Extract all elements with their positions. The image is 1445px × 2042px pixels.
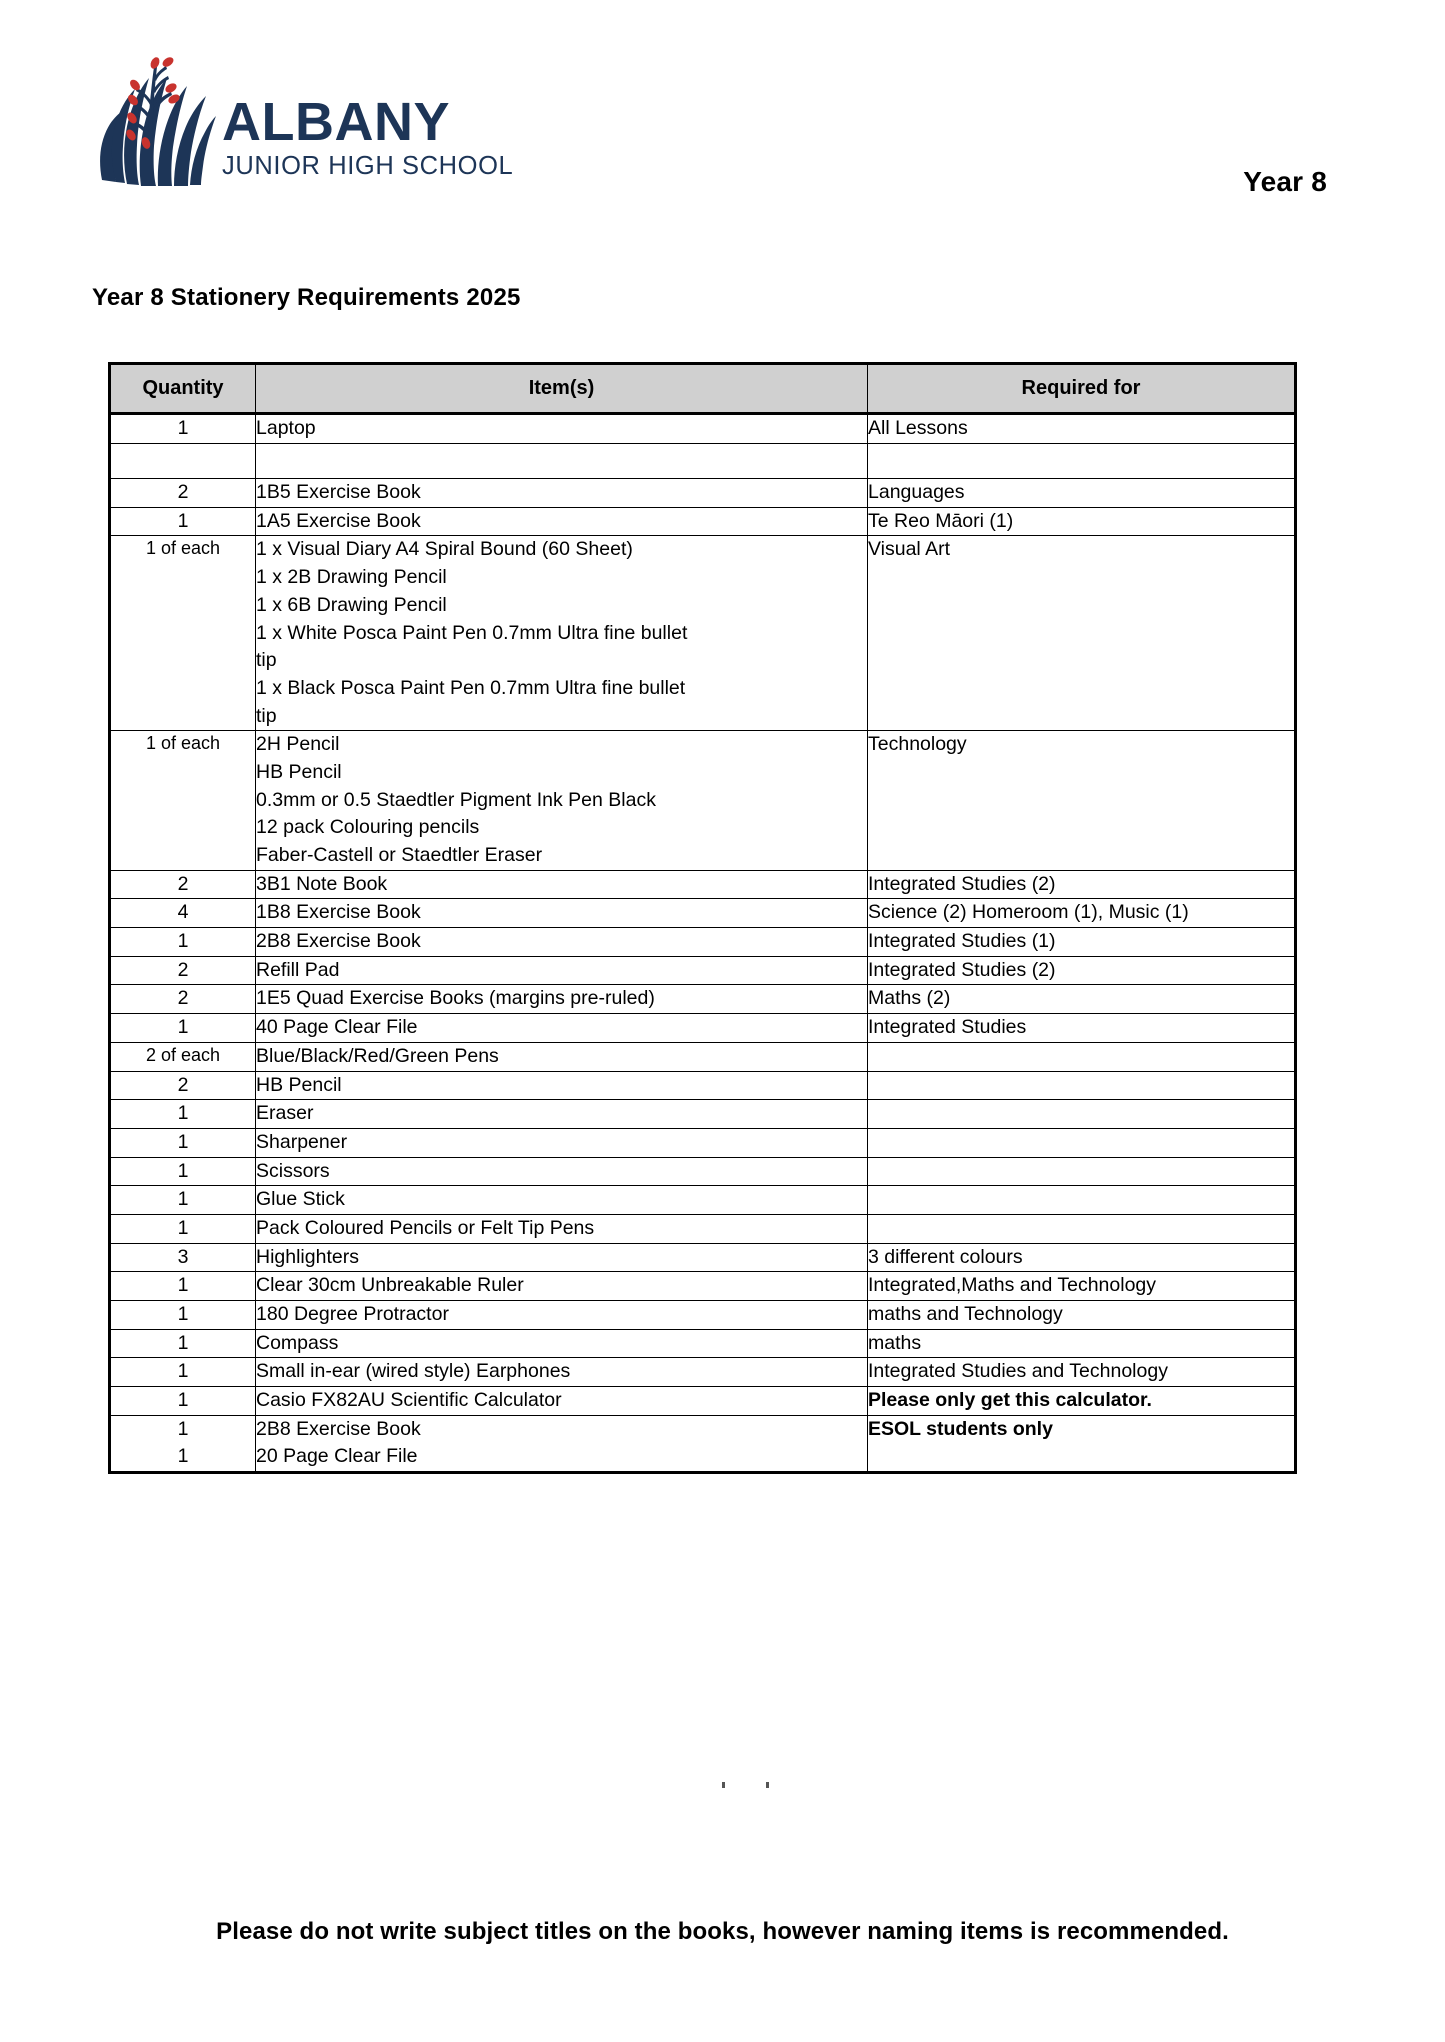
cell-required-for xyxy=(868,1071,1296,1100)
table-row xyxy=(110,1301,1296,1330)
cell-required-for: Science (2) Homeroom (1), Music (1) xyxy=(868,899,1296,928)
table-row xyxy=(110,507,1296,536)
column-header-items: Item(s) xyxy=(256,364,868,414)
cell-quantity: 1 of each xyxy=(110,731,256,870)
table-row xyxy=(110,1243,1296,1272)
quantity-line: 1 xyxy=(177,1445,189,1468)
column-header-required-for: Required for xyxy=(868,364,1296,414)
stationery-table-container xyxy=(108,362,1294,1474)
cell-item: Casio FX82AU Scientific Calculator xyxy=(256,1387,868,1416)
cell-required-for xyxy=(868,1128,1296,1157)
table-row xyxy=(110,1387,1296,1416)
item-line: tip xyxy=(256,704,277,727)
cell-item: Small in-ear (wired style) Earphones xyxy=(256,1358,868,1387)
cell-required-for: Te Reo Māori (1) xyxy=(868,507,1296,536)
school-logo xyxy=(88,48,513,188)
table-row xyxy=(110,1329,1296,1358)
cell-item xyxy=(256,1415,868,1472)
cell-item: Highlighters xyxy=(256,1243,868,1272)
cell-quantity: 1 xyxy=(110,1100,256,1129)
cell-required-for: Technology xyxy=(868,731,1296,870)
table-row xyxy=(110,1415,1296,1472)
table-row xyxy=(110,1157,1296,1186)
cell-required-for xyxy=(868,1214,1296,1243)
table-row xyxy=(110,899,1296,928)
flax-plant-logo-icon xyxy=(88,48,216,188)
cell-quantity xyxy=(110,444,256,479)
table-row xyxy=(110,1100,1296,1129)
cell-quantity: 1 xyxy=(110,1186,256,1215)
table-row xyxy=(110,731,1296,870)
item-line: 2B8 Exercise Book xyxy=(256,1417,421,1440)
cell-item: 1B5 Exercise Book xyxy=(256,479,868,508)
table-row xyxy=(110,1186,1296,1215)
item-line: 0.3mm or 0.5 Staedtler Pigment Ink Pen Black xyxy=(256,788,656,811)
table-row xyxy=(110,870,1296,899)
cell-quantity: 2 xyxy=(110,1071,256,1100)
cell-quantity: 1 of each xyxy=(110,536,256,731)
cell-quantity: 1 xyxy=(110,1157,256,1186)
table-row xyxy=(110,928,1296,957)
table-header-row xyxy=(110,364,1296,414)
item-line: tip xyxy=(256,649,277,672)
cell-quantity: 1 xyxy=(110,1272,256,1301)
cell-required-for: Integrated Studies xyxy=(868,1014,1296,1043)
cell-item: 1A5 Exercise Book xyxy=(256,507,868,536)
item-line: 1 x 6B Drawing Pencil xyxy=(256,593,447,616)
table-row xyxy=(110,444,1296,479)
table-row xyxy=(110,1272,1296,1301)
table-row xyxy=(110,956,1296,985)
cell-required-for: Integrated Studies (2) xyxy=(868,870,1296,899)
cell-required-for xyxy=(868,1186,1296,1215)
cell-item: 1B8 Exercise Book xyxy=(256,899,868,928)
cell-quantity: 3 xyxy=(110,1243,256,1272)
column-header-quantity: Quantity xyxy=(110,364,256,414)
stationery-requirements-table xyxy=(108,362,1297,1474)
table-row xyxy=(110,414,1296,444)
stationery-table-body xyxy=(110,414,1296,1473)
cell-quantity: 1 xyxy=(110,1214,256,1243)
item-line: 20 Page Clear File xyxy=(256,1445,418,1468)
cell-quantity: 1 xyxy=(110,507,256,536)
item-line: Faber-Castell or Staedtler Eraser xyxy=(256,844,543,867)
cell-required-for: Please only get this calculator. xyxy=(868,1387,1296,1416)
cell-quantity: 1 xyxy=(110,414,256,444)
cell-item: 2B8 Exercise Book xyxy=(256,928,868,957)
item-line: 12 pack Colouring pencils xyxy=(256,816,480,839)
item-line: 1 x White Posca Paint Pen 0.7mm Ultra fine bullet xyxy=(256,621,688,644)
table-row xyxy=(110,1042,1296,1071)
school-name: ALBANY xyxy=(222,91,450,152)
cell-item: 180 Degree Protractor xyxy=(256,1301,868,1330)
cell-required-for xyxy=(868,444,1296,479)
table-row xyxy=(110,1214,1296,1243)
cell-item: Refill Pad xyxy=(256,956,868,985)
cell-item: Clear 30cm Unbreakable Ruler xyxy=(256,1272,868,1301)
item-line: 2H Pencil xyxy=(256,733,340,756)
cell-required-for xyxy=(868,1042,1296,1071)
school-subtitle: JUNIOR HIGH SCHOOL xyxy=(222,151,514,180)
cell-required-for xyxy=(868,1157,1296,1186)
table-row xyxy=(110,1071,1296,1100)
cell-required-for: Integrated Studies (2) xyxy=(868,956,1296,985)
page-header xyxy=(0,40,1445,230)
cell-quantity: 1 xyxy=(110,1387,256,1416)
cell-required-for: Integrated,Maths and Technology xyxy=(868,1272,1296,1301)
cell-required-for: 3 different colours xyxy=(868,1243,1296,1272)
item-line: 1 x 2B Drawing Pencil xyxy=(256,566,447,589)
cell-item: Pack Coloured Pencils or Felt Tip Pens xyxy=(256,1214,868,1243)
cell-quantity xyxy=(110,1415,256,1472)
cell-quantity: 4 xyxy=(110,899,256,928)
cell-required-for xyxy=(868,1100,1296,1129)
cell-item: HB Pencil xyxy=(256,1071,868,1100)
cell-item: 1E5 Quad Exercise Books (margins pre-ruled) xyxy=(256,985,868,1014)
stray-marks xyxy=(722,1782,792,1792)
cell-item: Eraser xyxy=(256,1100,868,1129)
table-row xyxy=(110,1128,1296,1157)
cell-item: Blue/Black/Red/Green Pens xyxy=(256,1042,868,1071)
cell-quantity: 1 xyxy=(110,1301,256,1330)
cell-item: Laptop xyxy=(256,414,868,444)
table-row xyxy=(110,1014,1296,1043)
cell-item: Glue Stick xyxy=(256,1186,868,1215)
cell-quantity: 2 xyxy=(110,956,256,985)
cell-required-for: Integrated Studies and Technology xyxy=(868,1358,1296,1387)
cell-quantity: 2 xyxy=(110,985,256,1014)
cell-quantity: 1 xyxy=(110,1014,256,1043)
cell-required-for: maths and Technology xyxy=(868,1301,1296,1330)
cell-required-for: maths xyxy=(868,1329,1296,1358)
cell-item: 3B1 Note Book xyxy=(256,870,868,899)
cell-quantity: 1 xyxy=(110,1358,256,1387)
cell-quantity: 2 xyxy=(110,479,256,508)
cell-item: Compass xyxy=(256,1329,868,1358)
cell-quantity: 1 xyxy=(110,1329,256,1358)
cell-item xyxy=(256,731,868,870)
cell-quantity: 2 xyxy=(110,870,256,899)
cell-required-for: ESOL students only xyxy=(868,1415,1296,1472)
cell-quantity: 1 xyxy=(110,1128,256,1157)
cell-required-for: Maths (2) xyxy=(868,985,1296,1014)
school-logo-text xyxy=(222,91,514,188)
cell-required-for: Integrated Studies (1) xyxy=(868,928,1296,957)
cell-item: 40 Page Clear File xyxy=(256,1014,868,1043)
year-level-label: Year 8 xyxy=(1243,166,1327,197)
item-line: 1 x Black Posca Paint Pen 0.7mm Ultra fine bullet xyxy=(256,676,686,699)
cell-item xyxy=(256,536,868,731)
item-line: HB Pencil xyxy=(256,760,342,783)
cell-required-for: Visual Art xyxy=(868,536,1296,731)
page-title: Year 8 Stationery Requirements 2025 xyxy=(92,284,521,311)
footer-note: Please do not write subject titles on the books, however naming items is recommended. xyxy=(216,1918,1229,1945)
cell-item: Scissors xyxy=(256,1157,868,1186)
table-row xyxy=(110,1358,1296,1387)
table-row xyxy=(110,479,1296,508)
cell-item: Sharpener xyxy=(256,1128,868,1157)
table-row xyxy=(110,536,1296,731)
table-row xyxy=(110,985,1296,1014)
cell-required-for: Languages xyxy=(868,479,1296,508)
item-line: 1 x Visual Diary A4 Spiral Bound (60 Sheet) xyxy=(256,538,633,561)
cell-required-for: All Lessons xyxy=(868,414,1296,444)
quantity-line: 1 xyxy=(177,1417,189,1440)
cell-item xyxy=(256,444,868,479)
cell-quantity: 2 of each xyxy=(110,1042,256,1071)
cell-quantity: 1 xyxy=(110,928,256,957)
